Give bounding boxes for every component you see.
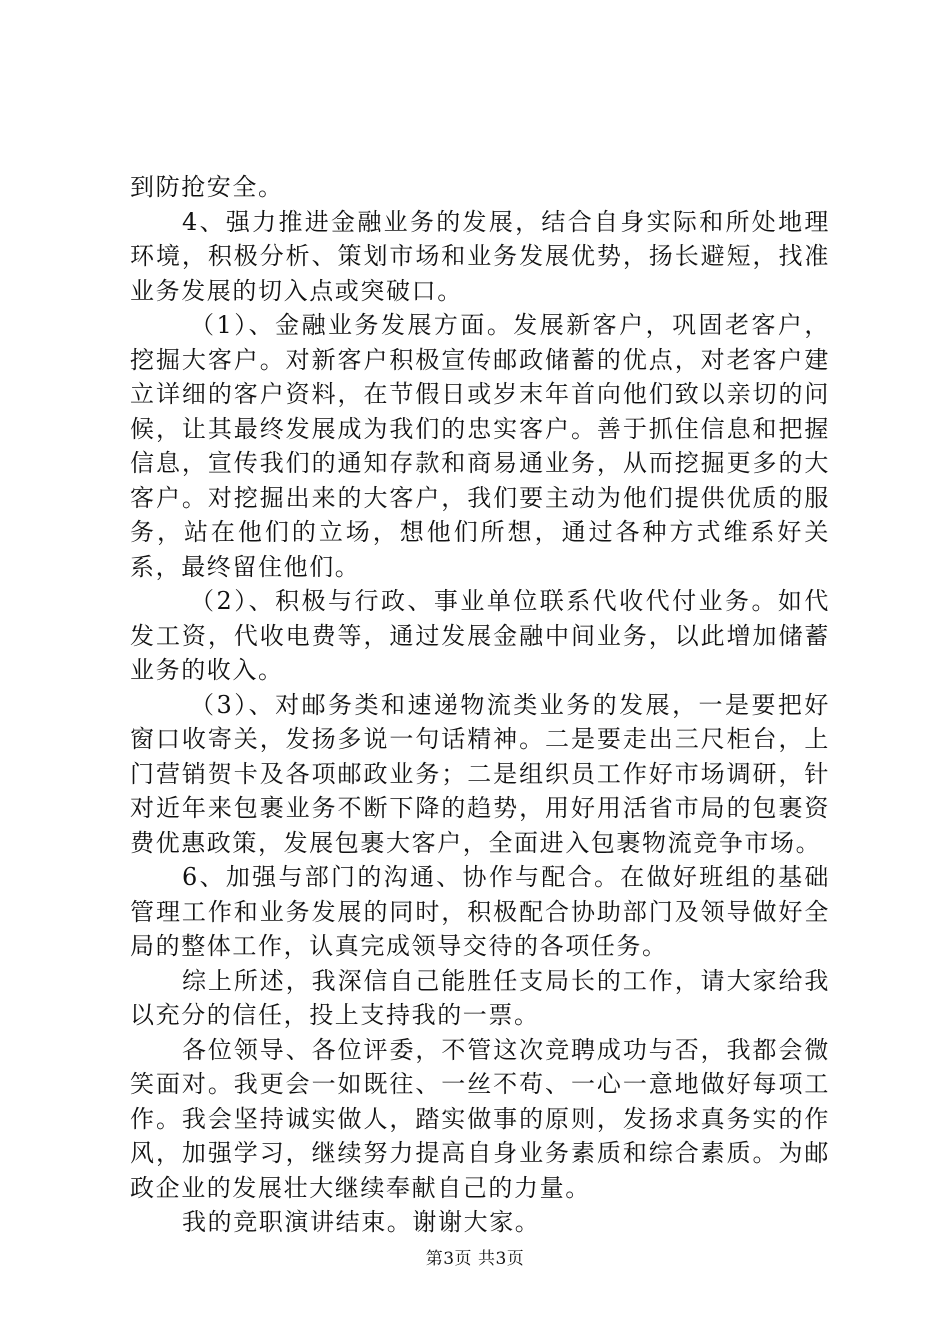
paragraph-6: 6、加强与部门的沟通、协作与配合。在做好班组的基础管理工作和业务发展的同时，积极配合协助部门及领导做好全局的整体工作，认真完成领导交待的各项任务。 [130, 863, 830, 960]
page-footer: 第3页 共3页 [425, 1249, 525, 1269]
paragraph-5: （3）、对邮务类和速递物流类业务的发展，一是要把好窗口收寄关，发扬多说一句话精神。二是要走出三尺柜台，上门营销贺卡及各项邮政业务；二是组织员工作好市场调研，针对近年来包裹业务不断下降的趋势，用好用活省市局的包裹资费优惠政策，发展包裹大客户，全面进入包裹物流竞争市场。 [130, 690, 830, 857]
paragraph-1: 到防抢安全。 [130, 173, 284, 201]
paragraph-9: 我的竞职演讲结束。谢谢大家。 [182, 1208, 541, 1236]
paragraph-4: （2）、积极与行政、事业单位联系代收代付业务。如代发工资，代收电费等，通过发展金融中间业务，以此增加储蓄业务的收入。 [130, 587, 830, 684]
paragraph-7: 综上所述，我深信自己能胜任支局长的工作，请大家给我以充分的信任，投上支持我的一票。 [130, 966, 830, 1029]
document-body [130, 170, 830, 1240]
paragraph-2: 4、强力推进金融业务的发展，结合自身实际和所处地理环境，积极分析、策划市场和业务发展优势，扬长避短，找准业务发展的切入点或突破口。 [130, 207, 830, 305]
paragraph-3: （1）、金融业务发展方面。发展新客户，巩固老客户，挖掘大客户。对新客户积极宣传邮政储蓄的优点，对老客户建立详细的客户资料，在节假日或岁末年首向他们致以亲切的问候，让其最终发展成为我们的忠实客户。善于抓住信息和把握信息，宣传我们的通知存款和商易通业务，从而挖掘更多的大客户。对挖掘出来的大客户，我们要主动为他们提供优质的服务，站在他们的立场，想他们所想，通过各种方式维系好关系，最终留住他们。 [130, 311, 830, 581]
paragraph-8: 各位领导、各位评委，不管这次竞聘成功与否，我都会微笑面对。我更会一如既往、一丝不苟、一心一意地做好每项工作。我会坚持诚实做人，踏实做事的原则，发扬求真务实的作风，加强学习，继续努力提高自身业务素质和综合素质。为邮政企业的发展壮大继续奉献自己的力量。 [130, 1035, 830, 1202]
